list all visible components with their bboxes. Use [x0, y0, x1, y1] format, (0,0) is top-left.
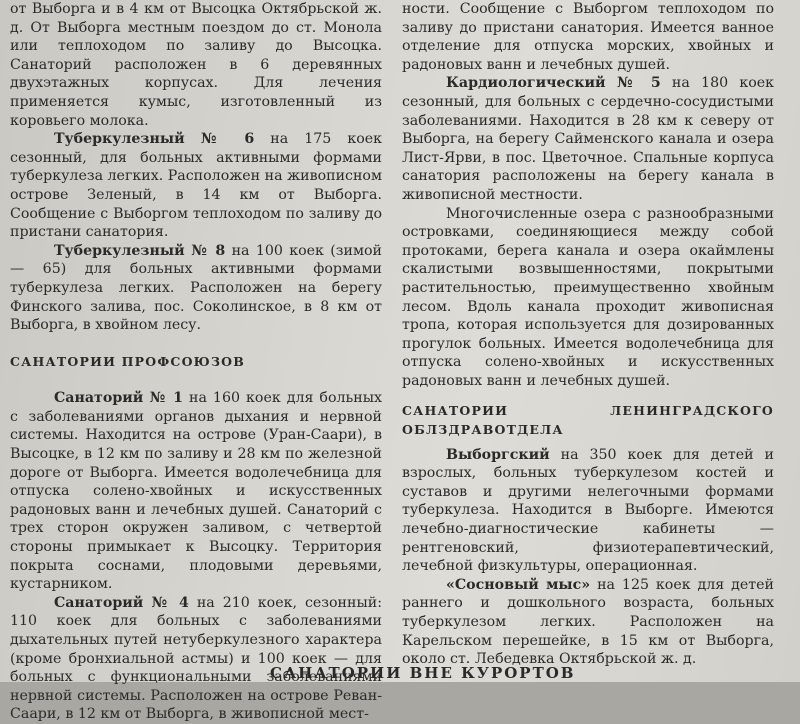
lakes-description: Многочисленные озера с разнообразными островками, соединяющиеся между собой протоками, берега канала и озера окаймлены скалистыми возвышенностями, покрытыми растительностью, преимущественно хвойным лесом. Вдоль канала проходит живописная тропа, которая используется для дозированных прогулок больных. Имеется водолечебница для отпуска солено-хвойных и искусственных радоновых ванн и лечебных душей. [402, 205, 774, 389]
sanatorium-4 [10, 594, 382, 724]
sanatorium-tb8-name: Туберкулезный № 8 [54, 242, 226, 259]
sanatorium-tb6 [10, 130, 382, 242]
sanatorium-tb6-name: Туберкулезный № 6 [54, 131, 255, 148]
sanatorium-cardio5-text: на 180 коек сезонный, для больных с сердечно-сосудистыми заболеваниями. Находится в 28 км к северу от Выборга, на берегу Сайменского канала и озера Лист-Ярви, в пос. Цветочное. Спальные корпуса санатория расположены на берегу канала в живописной местности. [402, 75, 775, 203]
chapter-title-bottom: САНАТОРИИ ВНЕ КУРОРТОВ [270, 664, 576, 682]
sanatorium-1-text: на 160 коек для больных с заболеваниями органов дыхания и нервной системы. Находится на острове (Уран-Саари), в Высоцке, в 12 км по заливу и 28 км по железной дороге от Выборга. Имеется водолечебница для отпуска солено-хвойных и искусственных радоновых ванн и лечебных душей. Санаторий с трех сторон окружен заливом, с четвертой стороны примыкает к Высоцку. Территория покрыта соснами, плодовыми деревьями, кустарником. [10, 390, 383, 593]
right-column [402, 0, 774, 669]
sanatorium-sosnovy-mys [402, 576, 774, 669]
sanatorium-4-text: на 210 коек, сезонный: 110 коек для больных с заболеваниями дыхательных путей нетуберкулезного характера (кроме бронхиальной астмы) и 100 коек — для больных с функциональными заболеваниями нервной системы. Расположен на острове Реван-Саари, в 12 км от Выборга, в живописной мест- [10, 594, 383, 723]
sanatorium-tb6-text: на 175 коек сезонный, для больных активными формами туберкулеза легких. Расположен на живописном острове Зеленый, в 14 км от Выборга. Сообщение с Выборгом теплоходом по заливу до пристани санатория. [10, 131, 382, 241]
sanatorium-tb8-text: на 100 коек (зимой — 65) для больных активными формами туберкулеза легких. Расположен на берегу Финского залива, пос. Соколинское, в 8 км от Выборга, в хвойном лесу. [10, 242, 382, 334]
sanatorium-1-name: Санаторий № 1 [54, 390, 183, 407]
sanatorium-sosnovy-mys-text: на 125 коек для детей раннего и дошкольного возраста, больных туберкулезом легких. Расположен на Карельском перешейке, в 15 км от Выборга, около ст. Лебедевка Октябрьской ж. д. [402, 576, 775, 668]
left-column [10, 0, 382, 724]
left-paragraph-continued: от Выборга и в 4 км от Высоцка Октябрьской ж. д. От Выборга местным поездом до ст. Монола или теплоходом по заливу до Высоцка. Санаторий расположен в 6 деревянных двухэтажных корпусах. Для лечения применяется кумыс, изготовленный из коровьего молока. [10, 1, 382, 129]
sanatorium-cardio5-name: Кардиологический № 5 [446, 75, 661, 92]
sanatorium-1 [10, 389, 382, 594]
sanatorium-4-name: Санаторий № 4 [54, 594, 189, 611]
sanatorium-vyborg [402, 446, 774, 576]
section-heading-leningrad: САНАТОРИИ ЛЕНИНГРАДСКОГО ОБЛЗДРАВОТДЕЛА [402, 403, 774, 438]
sanatorium-vyborg-text: на 350 коек для детей и взрослых, больных туберкулезом костей и суставов и другими нелегочными формами туберкулеза. Находится в Выборге. Имеются лечебно-диагностические кабинеты — рентгеновский, физиотерапевтический, лечебной физкультуры, операционная. [402, 446, 774, 575]
section-heading-trade-unions: САНАТОРИИ ПРОФСОЮЗОВ [10, 353, 246, 369]
sanatorium-tb8 [10, 242, 382, 335]
sanatorium-sosnovy-mys-name: «Сосновый мыс» [446, 576, 591, 593]
sanatorium-cardio5 [402, 74, 774, 204]
right-paragraph-continued: ности. Сообщение с Выборгом теплоходом по заливу до пристани санатория. Имеется ванное отделение для отпуска морских, хвойных и радоновых ванн и лечебных душей. [402, 1, 774, 73]
sanatorium-vyborg-name: Выборгский [446, 446, 550, 463]
